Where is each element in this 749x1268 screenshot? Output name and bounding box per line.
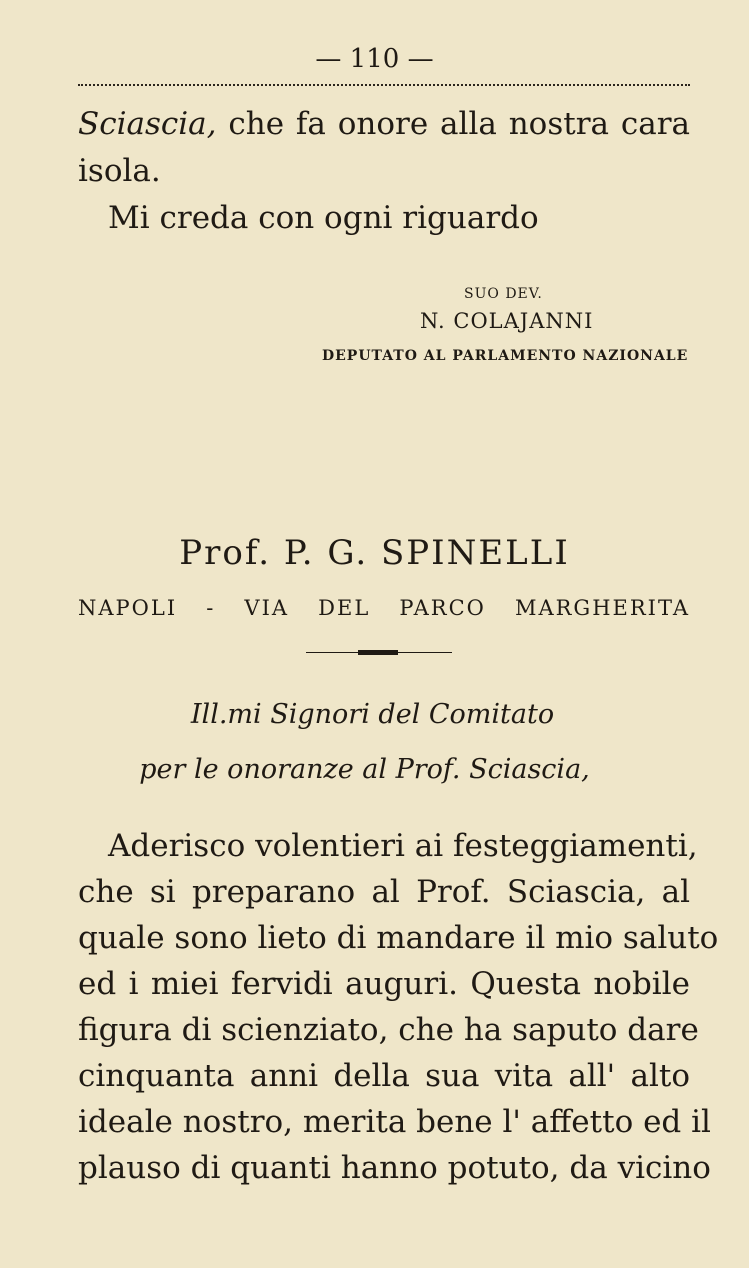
signature-role: DEPUTATO AL PARLAMENTO NAZIONALE: [322, 348, 689, 364]
body-line: ed i miei fervidi auguri. Questa nobile: [78, 966, 690, 1002]
dotted-rule: [78, 84, 690, 86]
closing-line: Mi creda con ogni riguardo: [108, 200, 539, 236]
signature-name: N. COLAJANNI: [420, 309, 594, 333]
salutation-line-2: per le onoranze al Prof. Sciascia,: [139, 754, 590, 785]
body-line: ideale nostro, merita bene l' affetto ed il: [78, 1104, 711, 1140]
signature-suo-dev: SUO DEV.: [464, 286, 543, 302]
text-line: isola.: [78, 153, 161, 189]
text-fragment: che fa onore alla nostra cara: [228, 106, 690, 142]
body-line: figura di scienziato, che ha saputo dare: [78, 1012, 699, 1048]
ornament-rule: [306, 650, 452, 656]
page-number: — 110 —: [315, 44, 434, 74]
body-line: Aderisco volentieri ai festeggiamenti,: [108, 828, 698, 864]
text-line: [78, 106, 690, 142]
italic-name: Sciascia,: [78, 106, 217, 142]
body-line: quale sono lieto di mandare il mio saluto: [78, 920, 719, 956]
letter-address: NAPOLI - VIA DEL PARCO MARGHERITA: [78, 596, 690, 620]
body-line: plauso di quanti hanno potuto, da vicino: [78, 1150, 711, 1186]
salutation-line-1: Ill.mi Signori del Comitato: [190, 699, 555, 730]
body-line: cinquanta anni della sua vita all' alto: [78, 1058, 690, 1094]
ornament-thick-bar: [358, 650, 398, 655]
body-line: che si preparano al Prof. Sciascia, al: [78, 874, 690, 910]
letter-author-heading: Prof. P. G. SPINELLI: [179, 533, 570, 573]
